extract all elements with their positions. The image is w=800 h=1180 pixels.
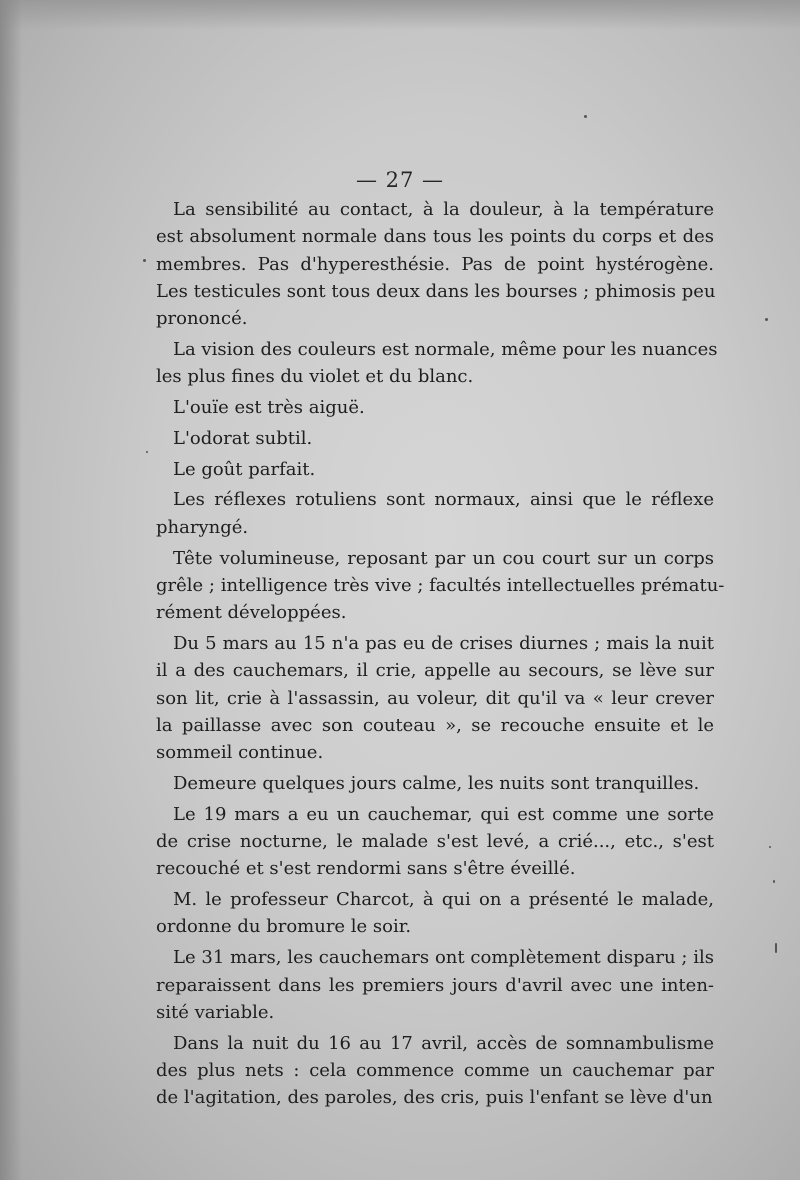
text-line: L'odorat subtil. (173, 427, 313, 449)
speck-mark (143, 259, 146, 262)
page-number: — 27 — (355, 168, 445, 192)
text-line: pharyngé. (156, 516, 249, 538)
text-line: Les testicules sont tous deux dans les bourses ; phimosis peu (156, 280, 716, 302)
text-line: sité variable. (156, 1001, 275, 1023)
text-line: Le goût parfait. (173, 458, 316, 480)
text-line: Le 31 mars, les cauchemars ont complètement disparu ; ils (173, 947, 714, 969)
page-top-shadow (0, 0, 800, 30)
text-line: Dans la nuit du 16 au 17 avril, accès de somnambulisme (173, 1032, 714, 1054)
speck-mark (773, 880, 775, 883)
body-text (156, 196, 725, 1115)
paragraph (156, 336, 718, 391)
text-line: son lit, crie à l'assassin, au voleur, dit qu'il va « leur crever (156, 687, 714, 709)
text-line: il a des cauchemars, il crie, appelle au secours, se lève sur (156, 660, 714, 682)
text-line: reparaissent dans les premiers jours d'avril avec une inten- (156, 974, 714, 996)
text-line: Du 5 mars au 15 n'a pas eu de crises diurnes ; mais la nuit (173, 632, 714, 654)
text-line: les plus fines du violet et du blanc. (156, 366, 474, 388)
paragraph (156, 196, 714, 332)
text-line: Demeure quelques jours calme, les nuits sont tranquilles. (173, 772, 700, 794)
speck-mark (765, 318, 768, 321)
paragraph (156, 456, 714, 483)
paragraph (156, 886, 714, 941)
text-line: de l'agitation, des paroles, des cris, puis l'enfant se lève d'un (156, 1087, 713, 1109)
text-line: recouché et s'est rendormi sans s'être éveillé. (156, 858, 576, 880)
paragraph (156, 770, 714, 797)
text-line: rément développées. (156, 602, 347, 624)
paragraph (156, 545, 725, 627)
text-line: sommeil continue. (156, 742, 324, 764)
text-line: membres. Pas d'hyperesthésie. Pas de point hystérogène. (156, 253, 714, 275)
text-line: des plus nets : cela commence comme un cauchemar par (156, 1059, 714, 1081)
paragraph (156, 425, 714, 452)
speck-mark (775, 943, 777, 953)
text-line: est absolument normale dans tous les points du corps et des (156, 226, 714, 248)
text-line: Les réflexes rotuliens sont normaux, ainsi que le réflexe (173, 489, 714, 511)
text-line: prononcé. (156, 308, 248, 330)
paragraph (156, 1030, 714, 1112)
text-line: Tête volumineuse, reposant par un cou court sur un corps (173, 547, 714, 569)
text-line: Le 19 mars a eu un cauchemar, qui est comme une sorte (173, 803, 714, 825)
paragraph (156, 394, 714, 421)
paragraph (156, 486, 714, 541)
text-line: M. le professeur Charcot, à qui on a présenté le malade, (173, 889, 714, 911)
text-line: la paillasse avec son couteau », se recouche ensuite et le (156, 714, 714, 736)
text-line: ordonne du bromure le soir. (156, 916, 412, 938)
speck-mark (769, 846, 771, 848)
text-line: L'ouïe est très aiguë. (173, 397, 365, 419)
paragraph (156, 944, 714, 1026)
paragraph (156, 630, 714, 766)
speck-mark (146, 451, 148, 453)
paragraph (156, 801, 714, 883)
text-line: grêle ; intelligence très vive ; facultés intellectuelles prématu- (156, 574, 725, 596)
text-line: La vision des couleurs est normale, même pour les nuances (173, 338, 718, 360)
text-line: de crise nocturne, le malade s'est levé, a crié..., etc., s'est (156, 831, 714, 853)
text-line: La sensibilité au contact, à la douleur, à la température (173, 199, 714, 220)
speck-mark (584, 115, 587, 118)
